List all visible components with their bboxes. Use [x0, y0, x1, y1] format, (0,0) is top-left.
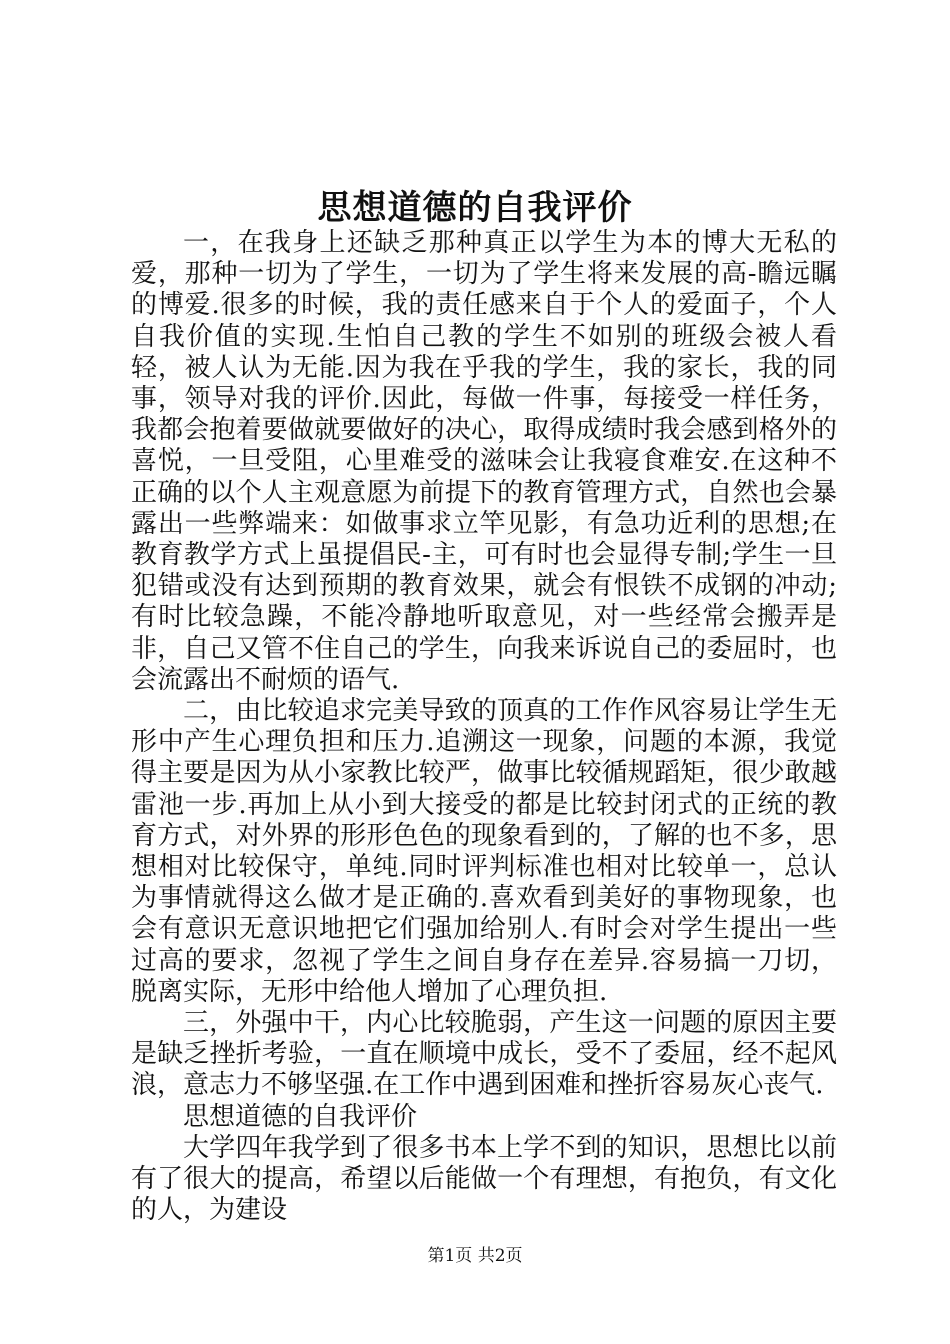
paragraph-5: 大学四年我学到了很多书本上学不到的知识，思想比以前有了很大的提高，希望以后能做一个有理想，有抱负，有文化的人，为建设 [131, 1132, 837, 1226]
page-number-footer: 第1页 共2页 [427, 1246, 523, 1266]
paragraph-4: 思想道德的自我评价 [183, 1101, 418, 1132]
document-title: 思想道德的自我评价 [317, 188, 633, 228]
paragraph-1: 一，在我身上还缺乏那种真正以学生为本的博大无私的爱，那种一切为了学生，一切为了学生将来发展的高-瞻远瞩的博爱.很多的时候，我的责任感来自于个人的爱面子，个人自我价值的实现.生怕自己教的学生不如别的班级会被人看轻，被人认为无能.因为我在乎我的学生，我的家长，我的同事，领导对我的评价.因此，每做一件事，每接受一样任务，我都会抱着要做就要做好的决心，取得成绩时我会感到格外的喜悦，一旦受阻，心里难受的滋味会让我寝食难安.在这种不正确的以个人主观意愿为前提下的教育管理方式，自然也会暴露出一些弊端来：如做事求立竿见影，有急功近利的思想;在教育教学方式上虽提倡民-主，可有时也会显得专制;学生一旦犯错或没有达到预期的教育效果，就会有恨铁不成钢的冲动;有时比较急躁，不能冷静地听取意见，对一些经常会搬弄是非，自己又管不住自己的学生，向我来诉说自己的委屈时，也会流露出不耐烦的语气. [131, 228, 837, 695]
document-body [131, 228, 837, 1227]
paragraph-3: 三，外强中干，内心比较脆弱，产生这一问题的原因主要是缺乏挫折考验，一直在顺境中成长，受不了委屈，经不起风浪，意志力不够坚强.在工作中遇到困难和挫折容易灰心丧气. [131, 1008, 837, 1101]
paragraph-2: 二，由比较追求完美导致的顶真的工作作风容易让学生无形中产生心理负担和压力.追溯这一现象，问题的本源，我觉得主要是因为从小家教比较严，做事比较循规蹈矩，很少敢越雷池一步.再加上从小到大接受的都是比较封闭式的正统的教育方式，对外界的形形色色的现象看到的，了解的也不多，思想相对比较保守，单纯.同时评判标准也相对比较单一，总认为事情就得这么做才是正确的.喜欢看到美好的事物现象，也会有意识无意识地把它们强加给别人.有时会对学生提出一些过高的要求，忽视了学生之间自身存在差异.容易搞一刀切，脱离实际，无形中给他人增加了心理负担. [131, 696, 837, 1007]
